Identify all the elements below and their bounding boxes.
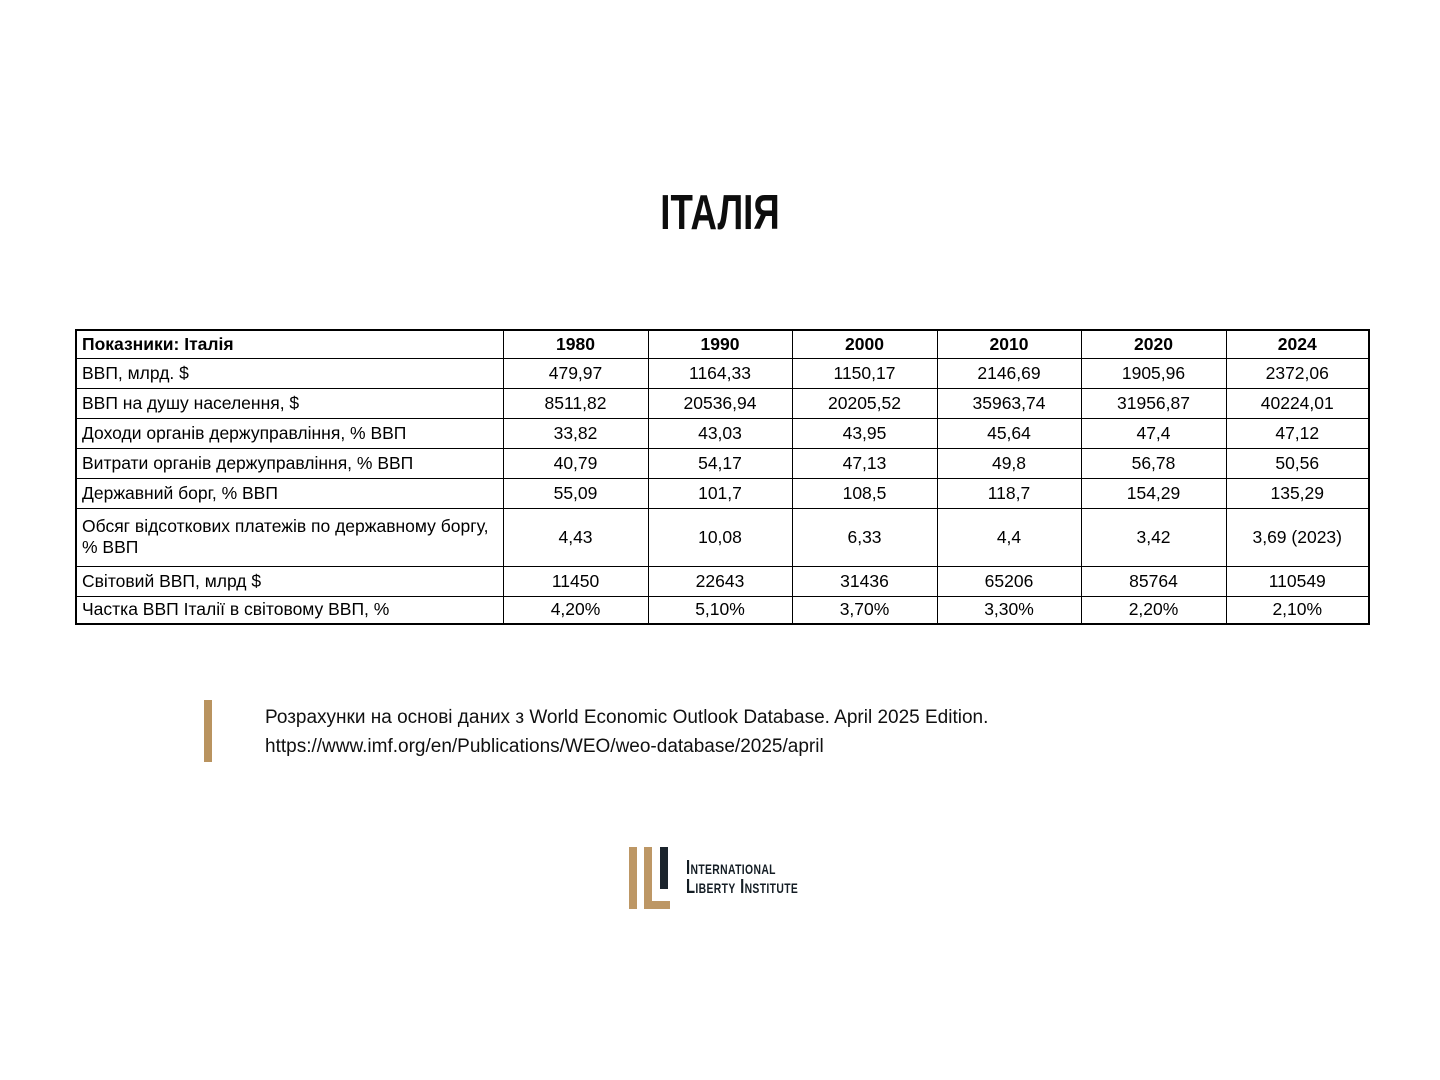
indicators-table: [75, 329, 1370, 625]
cell-value: 50,56: [1226, 448, 1369, 478]
row-label: Державний борг, % ВВП: [76, 478, 503, 508]
cell-value: 49,8: [937, 448, 1081, 478]
source-citation: [265, 703, 988, 761]
header-year: 2010: [937, 330, 1081, 358]
cell-value: 154,29: [1081, 478, 1226, 508]
row-label: ВВП, млрд. $: [76, 358, 503, 388]
logo-bar-left: [629, 847, 637, 909]
table-row: [76, 448, 1369, 478]
cell-value: 65206: [937, 566, 1081, 596]
header-year: 2020: [1081, 330, 1226, 358]
row-label: Доходи органів держуправління, % ВВП: [76, 418, 503, 448]
table-row: [76, 566, 1369, 596]
cell-value: 3,30%: [937, 596, 1081, 624]
cell-value: 1905,96: [1081, 358, 1226, 388]
ili-logo-icon: [629, 847, 670, 909]
cell-value: 22643: [648, 566, 792, 596]
page-title: ІТАЛІЯ: [660, 183, 780, 240]
cell-value: 6,33: [792, 508, 937, 566]
organization-name-line1: International: [686, 857, 776, 879]
cell-value: 4,43: [503, 508, 648, 566]
table-row: [76, 508, 1369, 566]
header-year: 2000: [792, 330, 937, 358]
indicators-table-container: [75, 329, 1368, 625]
table-row: [76, 478, 1369, 508]
cell-value: 35963,74: [937, 388, 1081, 418]
cell-value: 20536,94: [648, 388, 792, 418]
row-label: Світовий ВВП, млрд $: [76, 566, 503, 596]
cell-value: 31956,87: [1081, 388, 1226, 418]
cell-value: 8511,82: [503, 388, 648, 418]
row-label: ВВП на душу населення, $: [76, 388, 503, 418]
cell-value: 1150,17: [792, 358, 937, 388]
cell-value: 33,82: [503, 418, 648, 448]
cell-value: 2,10%: [1226, 596, 1369, 624]
cell-value: 2146,69: [937, 358, 1081, 388]
cell-value: 4,4: [937, 508, 1081, 566]
cell-value: 56,78: [1081, 448, 1226, 478]
cell-value: 135,29: [1226, 478, 1369, 508]
cell-value: 101,7: [648, 478, 792, 508]
cell-value: 43,95: [792, 418, 937, 448]
header-indicator-label: Показники: Італія: [76, 330, 503, 358]
table-row: [76, 418, 1369, 448]
cell-value: 5,10%: [648, 596, 792, 624]
cell-value: 479,97: [503, 358, 648, 388]
header-year: 2024: [1226, 330, 1369, 358]
cell-value: 3,42: [1081, 508, 1226, 566]
cell-value: 40224,01: [1226, 388, 1369, 418]
cell-value: 20205,52: [792, 388, 937, 418]
organization-name: [686, 859, 798, 897]
cell-value: 1164,33: [648, 358, 792, 388]
cell-value: 47,4: [1081, 418, 1226, 448]
source-citation-line1: Розрахунки на основі даних з World Economic Outlook Database. April 2025 Edition.: [265, 707, 989, 728]
logo-bar-foot: [644, 901, 670, 909]
cell-value: 3,69 (2023): [1226, 508, 1369, 566]
organization-name-line2: Liberty Institute: [686, 876, 799, 898]
source-citation-url: https://www.imf.org/en/Publications/WEO/weo-database/2025/april: [265, 736, 824, 757]
cell-value: 110549: [1226, 566, 1369, 596]
cell-value: 43,03: [648, 418, 792, 448]
logo-bar-right: [660, 847, 668, 889]
table-row: [76, 388, 1369, 418]
row-label: Витрати органів держуправління, % ВВП: [76, 448, 503, 478]
cell-value: 2372,06: [1226, 358, 1369, 388]
cell-value: 47,13: [792, 448, 937, 478]
row-label: Обсяг відсоткових платежів по державному боргу, % ВВП: [76, 508, 503, 566]
organization-logo: [629, 847, 838, 909]
cell-value: 3,70%: [792, 596, 937, 624]
table-row: [76, 596, 1369, 624]
header-year: 1990: [648, 330, 792, 358]
cell-value: 11450: [503, 566, 648, 596]
cell-value: 31436: [792, 566, 937, 596]
table-header-row: [76, 330, 1369, 358]
cell-value: 2,20%: [1081, 596, 1226, 624]
cell-value: 85764: [1081, 566, 1226, 596]
table-row: [76, 358, 1369, 388]
cell-value: 40,79: [503, 448, 648, 478]
cell-value: 10,08: [648, 508, 792, 566]
cell-value: 108,5: [792, 478, 937, 508]
row-label: Частка ВВП Італії в світовому ВВП, %: [76, 596, 503, 624]
cell-value: 4,20%: [503, 596, 648, 624]
cell-value: 45,64: [937, 418, 1081, 448]
cell-value: 118,7: [937, 478, 1081, 508]
cell-value: 55,09: [503, 478, 648, 508]
source-accent-bar: [204, 700, 212, 762]
cell-value: 47,12: [1226, 418, 1369, 448]
logo-bar-middle: [644, 847, 652, 909]
header-year: 1980: [503, 330, 648, 358]
cell-value: 54,17: [648, 448, 792, 478]
